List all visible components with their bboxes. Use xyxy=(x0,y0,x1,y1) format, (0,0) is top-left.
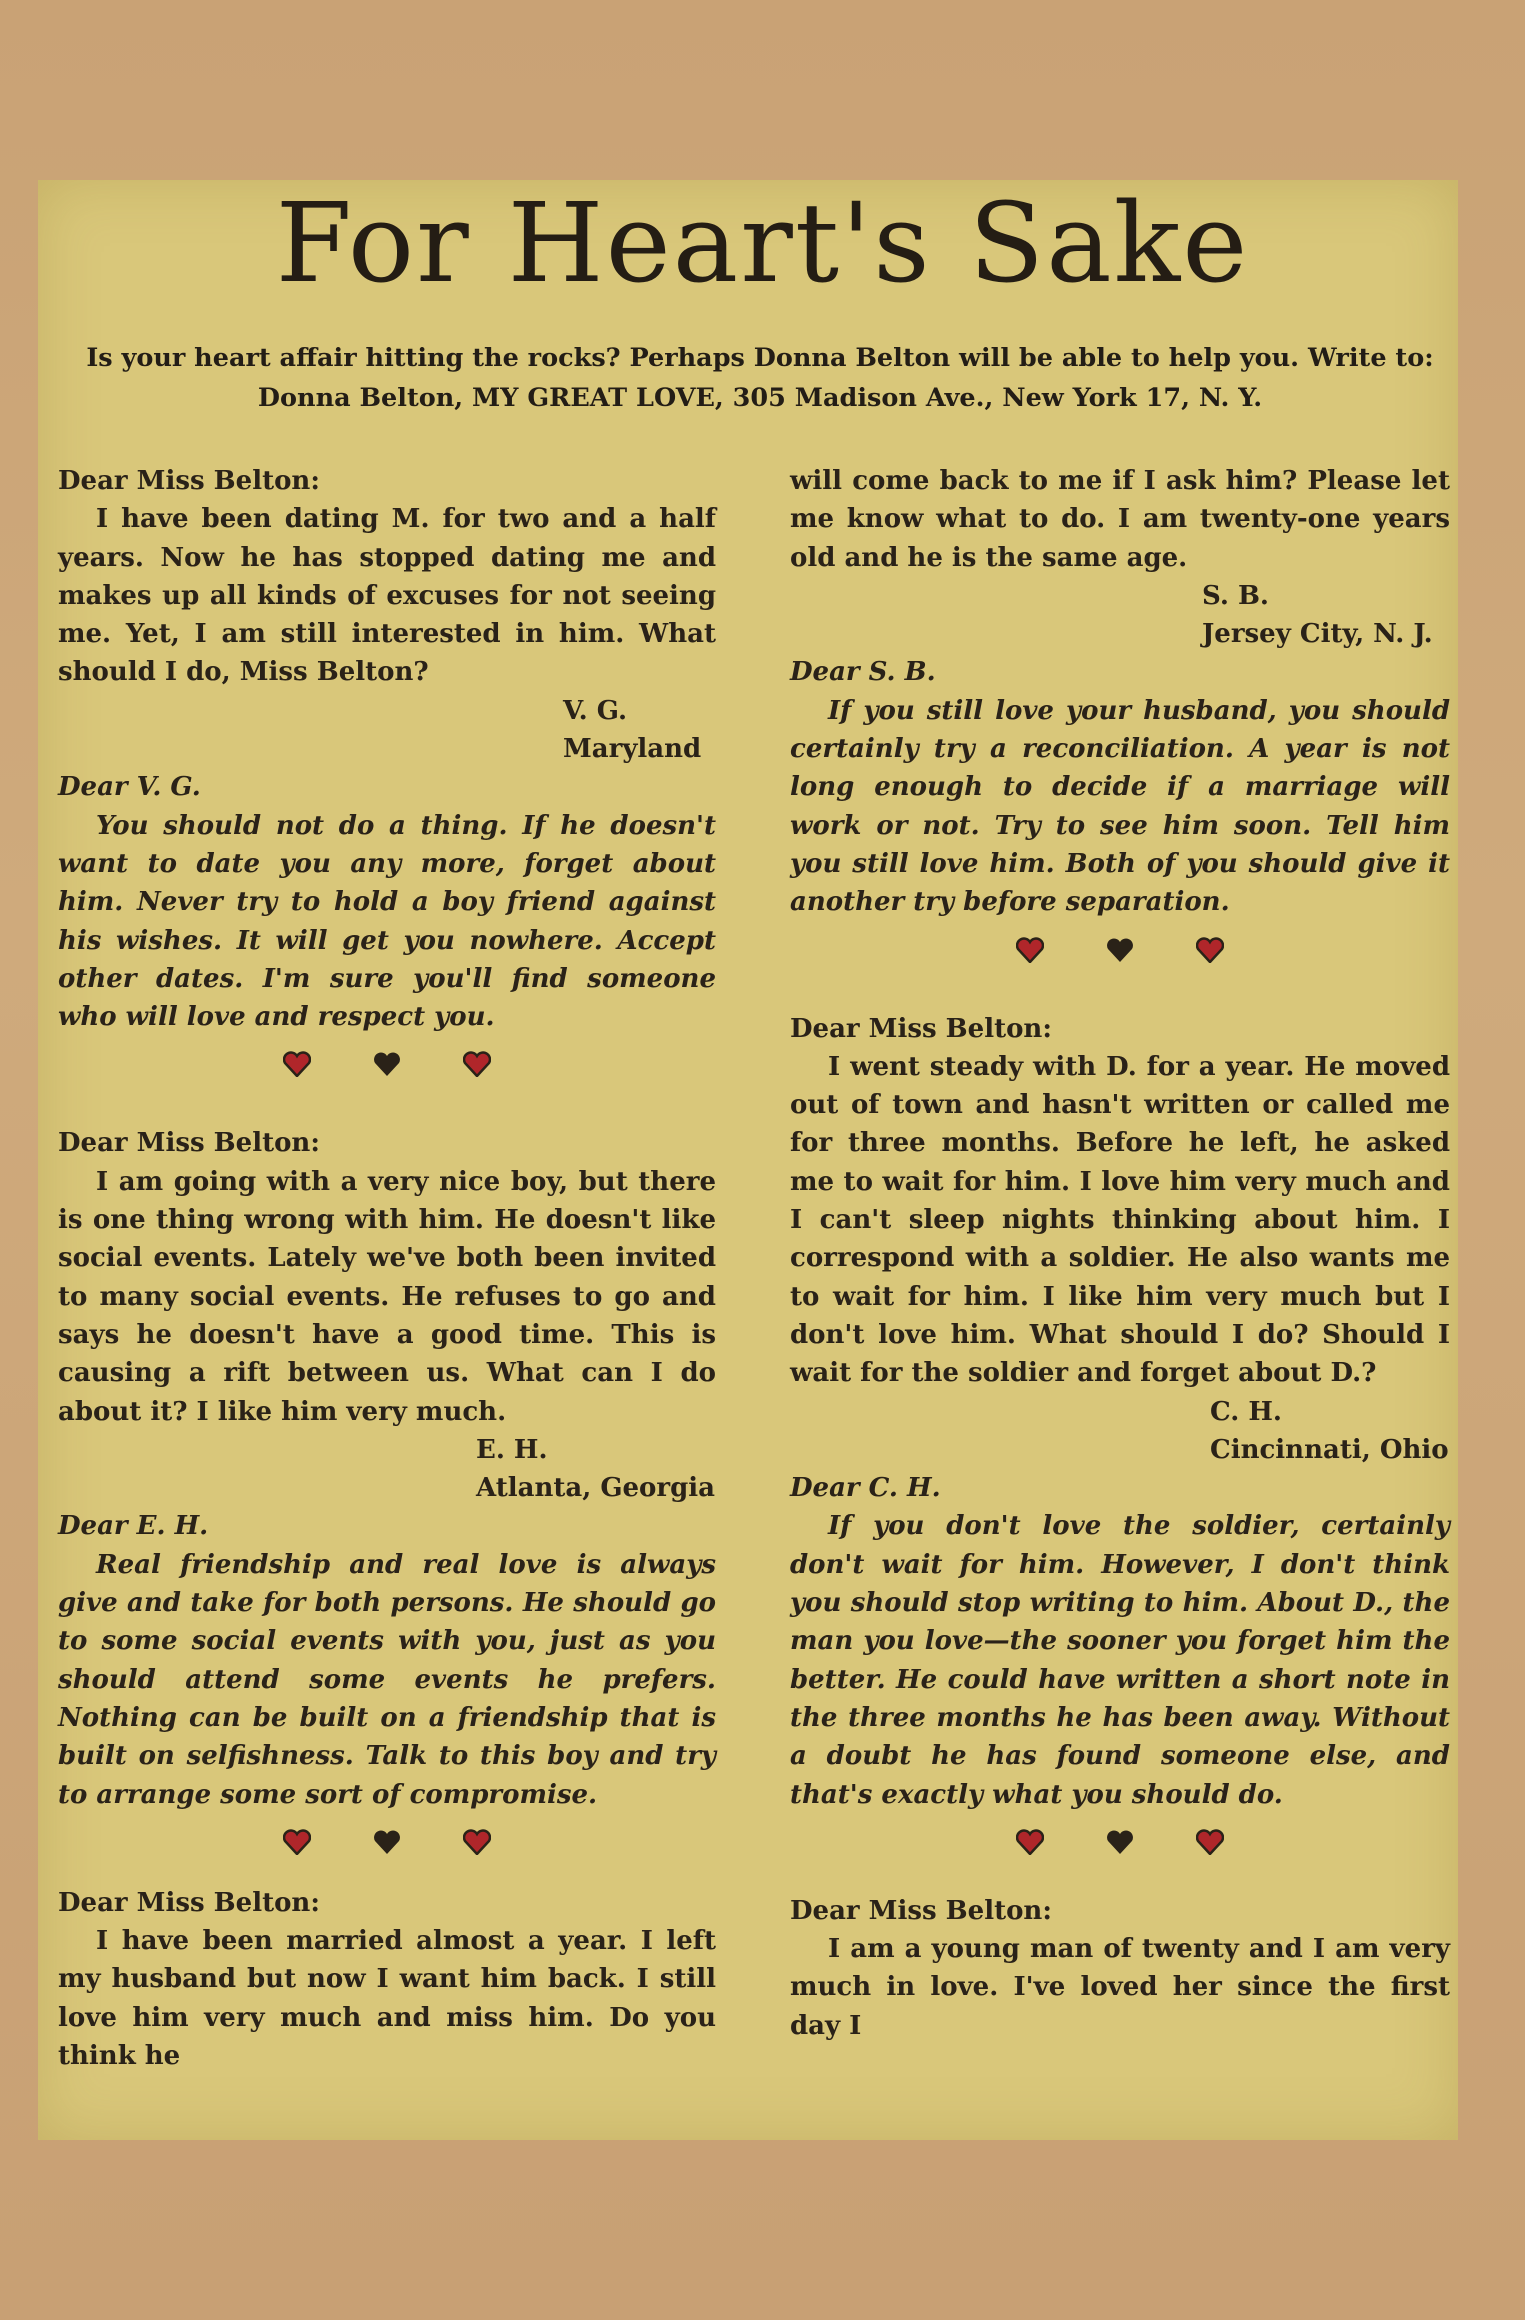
intro-line-2: Donna Belton, MY GREAT LOVE, 305 Madison Ave., New York 17, N. Y. xyxy=(257,383,1263,413)
heart-icon xyxy=(373,1829,401,1855)
heart-divider xyxy=(58,1822,716,1862)
reply-greeting: Dear E. H. xyxy=(58,1511,209,1542)
reply-text: You should not do a thing. If he doesn't want to date you any more, forget about him. Never try to hold a boy friend against his wishes. It will get you nowhere. Accept other dates. I'm sure you'll find someone who will love and respect you. xyxy=(58,810,716,1033)
letter-greeting: Dear Miss Belton: xyxy=(58,1887,320,1918)
letter-text: I am a young man of twenty and I am very much in love. I've loved her since the first day I xyxy=(790,1934,1450,2041)
reply-text: If you still love your husband, you should certainly try a reconciliation. A year is not long enough to decide if a marriage will work or not. Try to see him soon. Tell him you still love him. Both of you should give it another try before separation. xyxy=(790,695,1450,918)
heart-icon xyxy=(463,1051,491,1077)
letter-text: I am going with a very nice boy, but there is one thing wrong with him. He doesn't like social events. Lately we've both been invited to many social events. He refuses to go and says he doesn't have a good time. This is causing a rift between us. What can I do about it? I like him very much. xyxy=(58,1166,716,1427)
heart-icon xyxy=(283,1829,311,1855)
letter-initials: V. G. xyxy=(563,695,628,726)
heart-icon xyxy=(1106,1829,1134,1855)
letter-text: I went steady with D. for a year. He moved out of town and hasn't written or called me for three months. Before he left, he asked me to wait for him. I love him very much and I can't sleep nights thinking about him. I correspond with a soldier. He also wants me to wait for him. I like him very much but I don't love him. What should I do? Should I wait for the soldier and forget about D.? xyxy=(790,1051,1450,1389)
left-column xyxy=(58,462,716,2075)
reply-greeting: Dear S. B. xyxy=(790,657,936,688)
heart-icon xyxy=(1196,1829,1224,1855)
heart-icon xyxy=(1106,937,1134,963)
right-column xyxy=(790,462,1450,2045)
letter-greeting: Dear Miss Belton: xyxy=(58,466,320,496)
heart-icon xyxy=(1016,1829,1044,1855)
letter-place: Atlanta, Georgia xyxy=(476,1473,716,1504)
reply-text: Real friendship and real love is always give and take for both persons. He should go to some social events with you, just as you should attend some events he prefers. Nothing can be built on a friendship that is built on selfishness. Talk to this boy and try to arrange some sort of compromise. xyxy=(58,1549,716,1810)
letter-initials: S. B. xyxy=(1202,580,1269,611)
heart-divider xyxy=(58,1044,716,1084)
reply-greeting: Dear V. G. xyxy=(58,772,201,803)
heart-icon xyxy=(1016,937,1044,963)
letter-place: Cincinnati, Ohio xyxy=(1210,1434,1449,1465)
intro-text xyxy=(50,338,1470,418)
heart-icon xyxy=(373,1051,401,1077)
heart-icon xyxy=(283,1051,311,1077)
letter-place: Jersey City, N. J. xyxy=(1202,619,1433,650)
page-title: For Heart's Sake xyxy=(275,179,1250,307)
letter-greeting: Dear Miss Belton: xyxy=(790,1013,1052,1044)
letter-greeting: Dear Miss Belton: xyxy=(790,1895,1052,1926)
reply-greeting: Dear C. H. xyxy=(790,1473,941,1504)
letter-text: I have been dating M. for two and a half years. Now he has stopped dating me and makes up all kinds of excuses for not seeing me. Yet, I am still interested in him. What should I do, Miss Belton? xyxy=(58,504,716,688)
heart-icon xyxy=(463,1829,491,1855)
letter-place: Maryland xyxy=(563,734,702,765)
intro-line-1: Is your heart affair hitting the rocks? Perhaps Donna Belton will be able to help you. Write to: xyxy=(86,343,1434,373)
heart-divider xyxy=(790,1822,1450,1862)
letter-initials: C. H. xyxy=(1210,1396,1282,1427)
letter-initials: E. H. xyxy=(476,1434,548,1465)
letter-text-continued: will come back to me if I ask him? Please let me know what to do. I am twenty-one years old and he is the same age. xyxy=(790,466,1450,573)
letter-greeting: Dear Miss Belton: xyxy=(58,1128,320,1159)
heart-icon xyxy=(1196,937,1224,963)
letter-text: I have been married almost a year. I left my husband but now I want him back. I still love him very much and miss him. Do you think he xyxy=(58,1926,716,2071)
reply-text: If you don't love the soldier, certainly don't wait for him. However, I don't think you should stop writing to him. About D., the man you love—the sooner you forget him the better. He could have written a short note in the three months he has been away. Without a doubt he has found someone else, and that's exactly what you should do. xyxy=(790,1511,1450,1810)
heart-divider xyxy=(790,930,1450,970)
